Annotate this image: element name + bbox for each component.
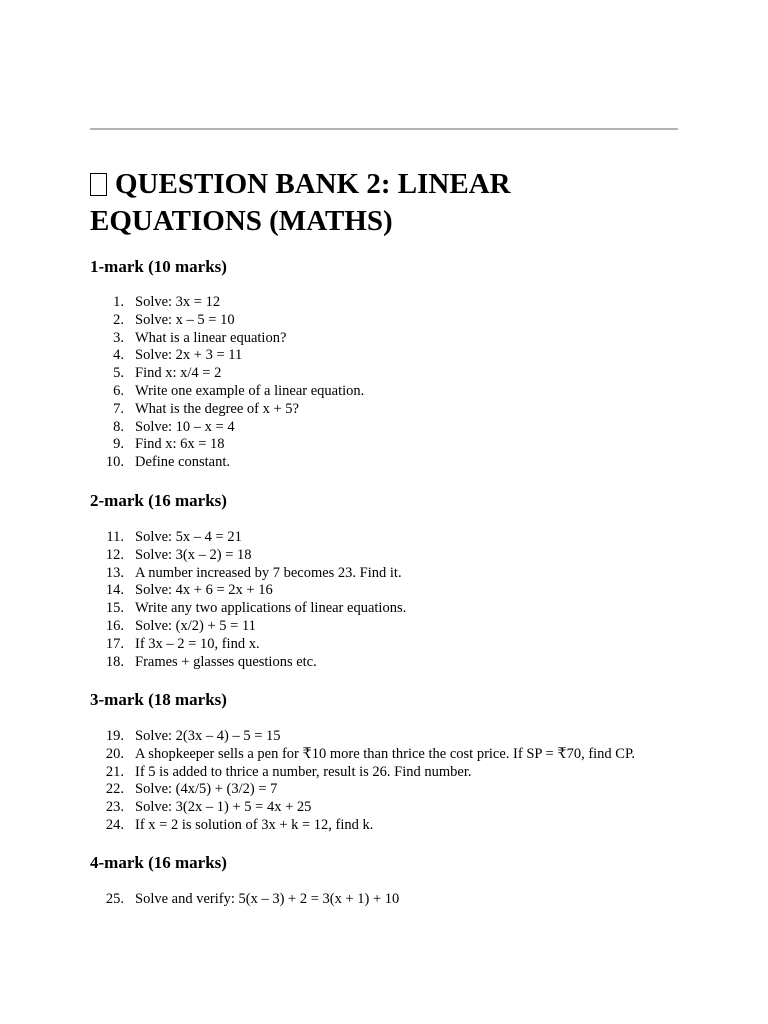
question-number: 10. <box>105 454 124 471</box>
question-text: Find x: x/4 = 2 <box>135 365 222 382</box>
question-text: Solve: (4x/5) + (3/2) = 7 <box>135 781 278 798</box>
list-item <box>90 746 635 764</box>
question-text: Write any two applications of linear equations. <box>135 600 407 617</box>
question-text: Frames + glasses questions etc. <box>135 653 317 670</box>
question-number: 11. <box>106 529 124 545</box>
question-number: 2. <box>113 311 124 328</box>
list-item <box>90 618 406 636</box>
question-text: Solve: 3(2x – 1) + 5 = 4x + 25 <box>135 799 312 816</box>
question-text: Solve: 10 – x = 4 <box>135 418 235 435</box>
list-item <box>90 436 364 454</box>
question-number: 24. <box>105 816 124 833</box>
question-text: Solve: 2(3x – 4) – 5 = 15 <box>135 728 281 744</box>
list-item <box>90 636 406 654</box>
question-text: Solve: 4x + 6 = 2x + 16 <box>135 582 273 599</box>
list-item <box>90 383 364 401</box>
question-number: 16. <box>105 617 124 634</box>
missing-glyph-icon <box>90 173 107 196</box>
question-text: What is the degree of x + 5? <box>135 400 299 417</box>
question-number: 5. <box>113 365 124 382</box>
question-list-3-mark <box>90 728 635 835</box>
question-number: 4. <box>113 347 124 364</box>
question-number: 12. <box>105 546 124 563</box>
question-number: 21. <box>105 763 124 780</box>
question-text: Solve: 3x = 12 <box>135 294 221 310</box>
question-number: 9. <box>113 436 124 453</box>
list-item <box>90 294 364 312</box>
question-number: 25. <box>105 891 124 907</box>
list-item <box>90 728 635 746</box>
question-number: 8. <box>113 418 124 435</box>
list-item <box>90 347 364 365</box>
question-text: Write one example of a linear equation. <box>135 382 365 399</box>
question-text: Define constant. <box>135 454 231 471</box>
question-number: 15. <box>105 600 124 617</box>
question-number: 23. <box>105 799 124 816</box>
list-item <box>90 654 406 672</box>
list-item <box>90 600 406 618</box>
question-text: If 3x – 2 = 10, find x. <box>135 635 260 652</box>
list-item <box>90 419 364 437</box>
question-number: 22. <box>105 781 124 798</box>
list-item <box>90 529 406 547</box>
list-item <box>90 781 635 799</box>
question-list-4-mark <box>90 891 399 909</box>
question-text: Solve: 2x + 3 = 11 <box>135 347 243 364</box>
question-number: 14. <box>105 582 124 599</box>
question-number: 19. <box>105 728 124 744</box>
question-text: What is a linear equation? <box>135 329 287 346</box>
list-item <box>90 799 635 817</box>
section-heading-1-mark: 1-mark (10 marks) <box>90 257 227 276</box>
question-number: 20. <box>105 745 124 762</box>
list-item <box>90 565 406 583</box>
list-item <box>90 365 364 383</box>
question-text: If 5 is added to thrice a number, result is 26. Find number. <box>135 763 472 780</box>
section-heading-3-mark: 3-mark (18 marks) <box>90 690 227 709</box>
question-text: Find x: 6x = 18 <box>135 436 225 453</box>
question-text: Solve: (x/2) + 5 = 11 <box>135 617 256 634</box>
page-title <box>90 166 678 240</box>
question-number: 3. <box>113 329 124 346</box>
question-number: 6. <box>113 382 124 399</box>
list-item <box>90 401 364 419</box>
horizontal-rule <box>90 128 678 130</box>
question-text: Solve: 5x – 4 = 21 <box>135 529 242 545</box>
list-item <box>90 547 406 565</box>
section-heading-2-mark: 2-mark (16 marks) <box>90 491 227 510</box>
page-title-text: QUESTION BANK 2: LINEAR EQUATIONS (MATHS) <box>90 168 511 237</box>
question-text: Solve: 3(x – 2) = 18 <box>135 546 252 563</box>
list-item <box>90 312 364 330</box>
list-item <box>90 764 635 782</box>
question-number: 7. <box>113 400 124 417</box>
question-list-1-mark <box>90 294 364 472</box>
question-text: Solve: x – 5 = 10 <box>135 311 235 328</box>
question-number: 13. <box>105 564 124 581</box>
question-text: Solve and verify: 5(x – 3) + 2 = 3(x + 1) + 10 <box>135 891 400 907</box>
question-number: 17. <box>105 635 124 652</box>
question-text: If x = 2 is solution of 3x + k = 12, find k. <box>135 816 374 833</box>
question-number: 1. <box>113 294 124 310</box>
list-item <box>90 454 364 472</box>
section-heading-4-mark: 4-mark (16 marks) <box>90 853 227 872</box>
list-item <box>90 817 635 835</box>
list-item <box>90 330 364 348</box>
list-item <box>90 891 399 909</box>
question-number: 18. <box>105 653 124 670</box>
list-item <box>90 582 406 600</box>
question-text: A number increased by 7 becomes 23. Find it. <box>135 564 402 581</box>
question-list-2-mark <box>90 529 406 671</box>
question-text: A shopkeeper sells a pen for ₹10 more than thrice the cost price. If SP = ₹70, find CP. <box>135 745 636 762</box>
